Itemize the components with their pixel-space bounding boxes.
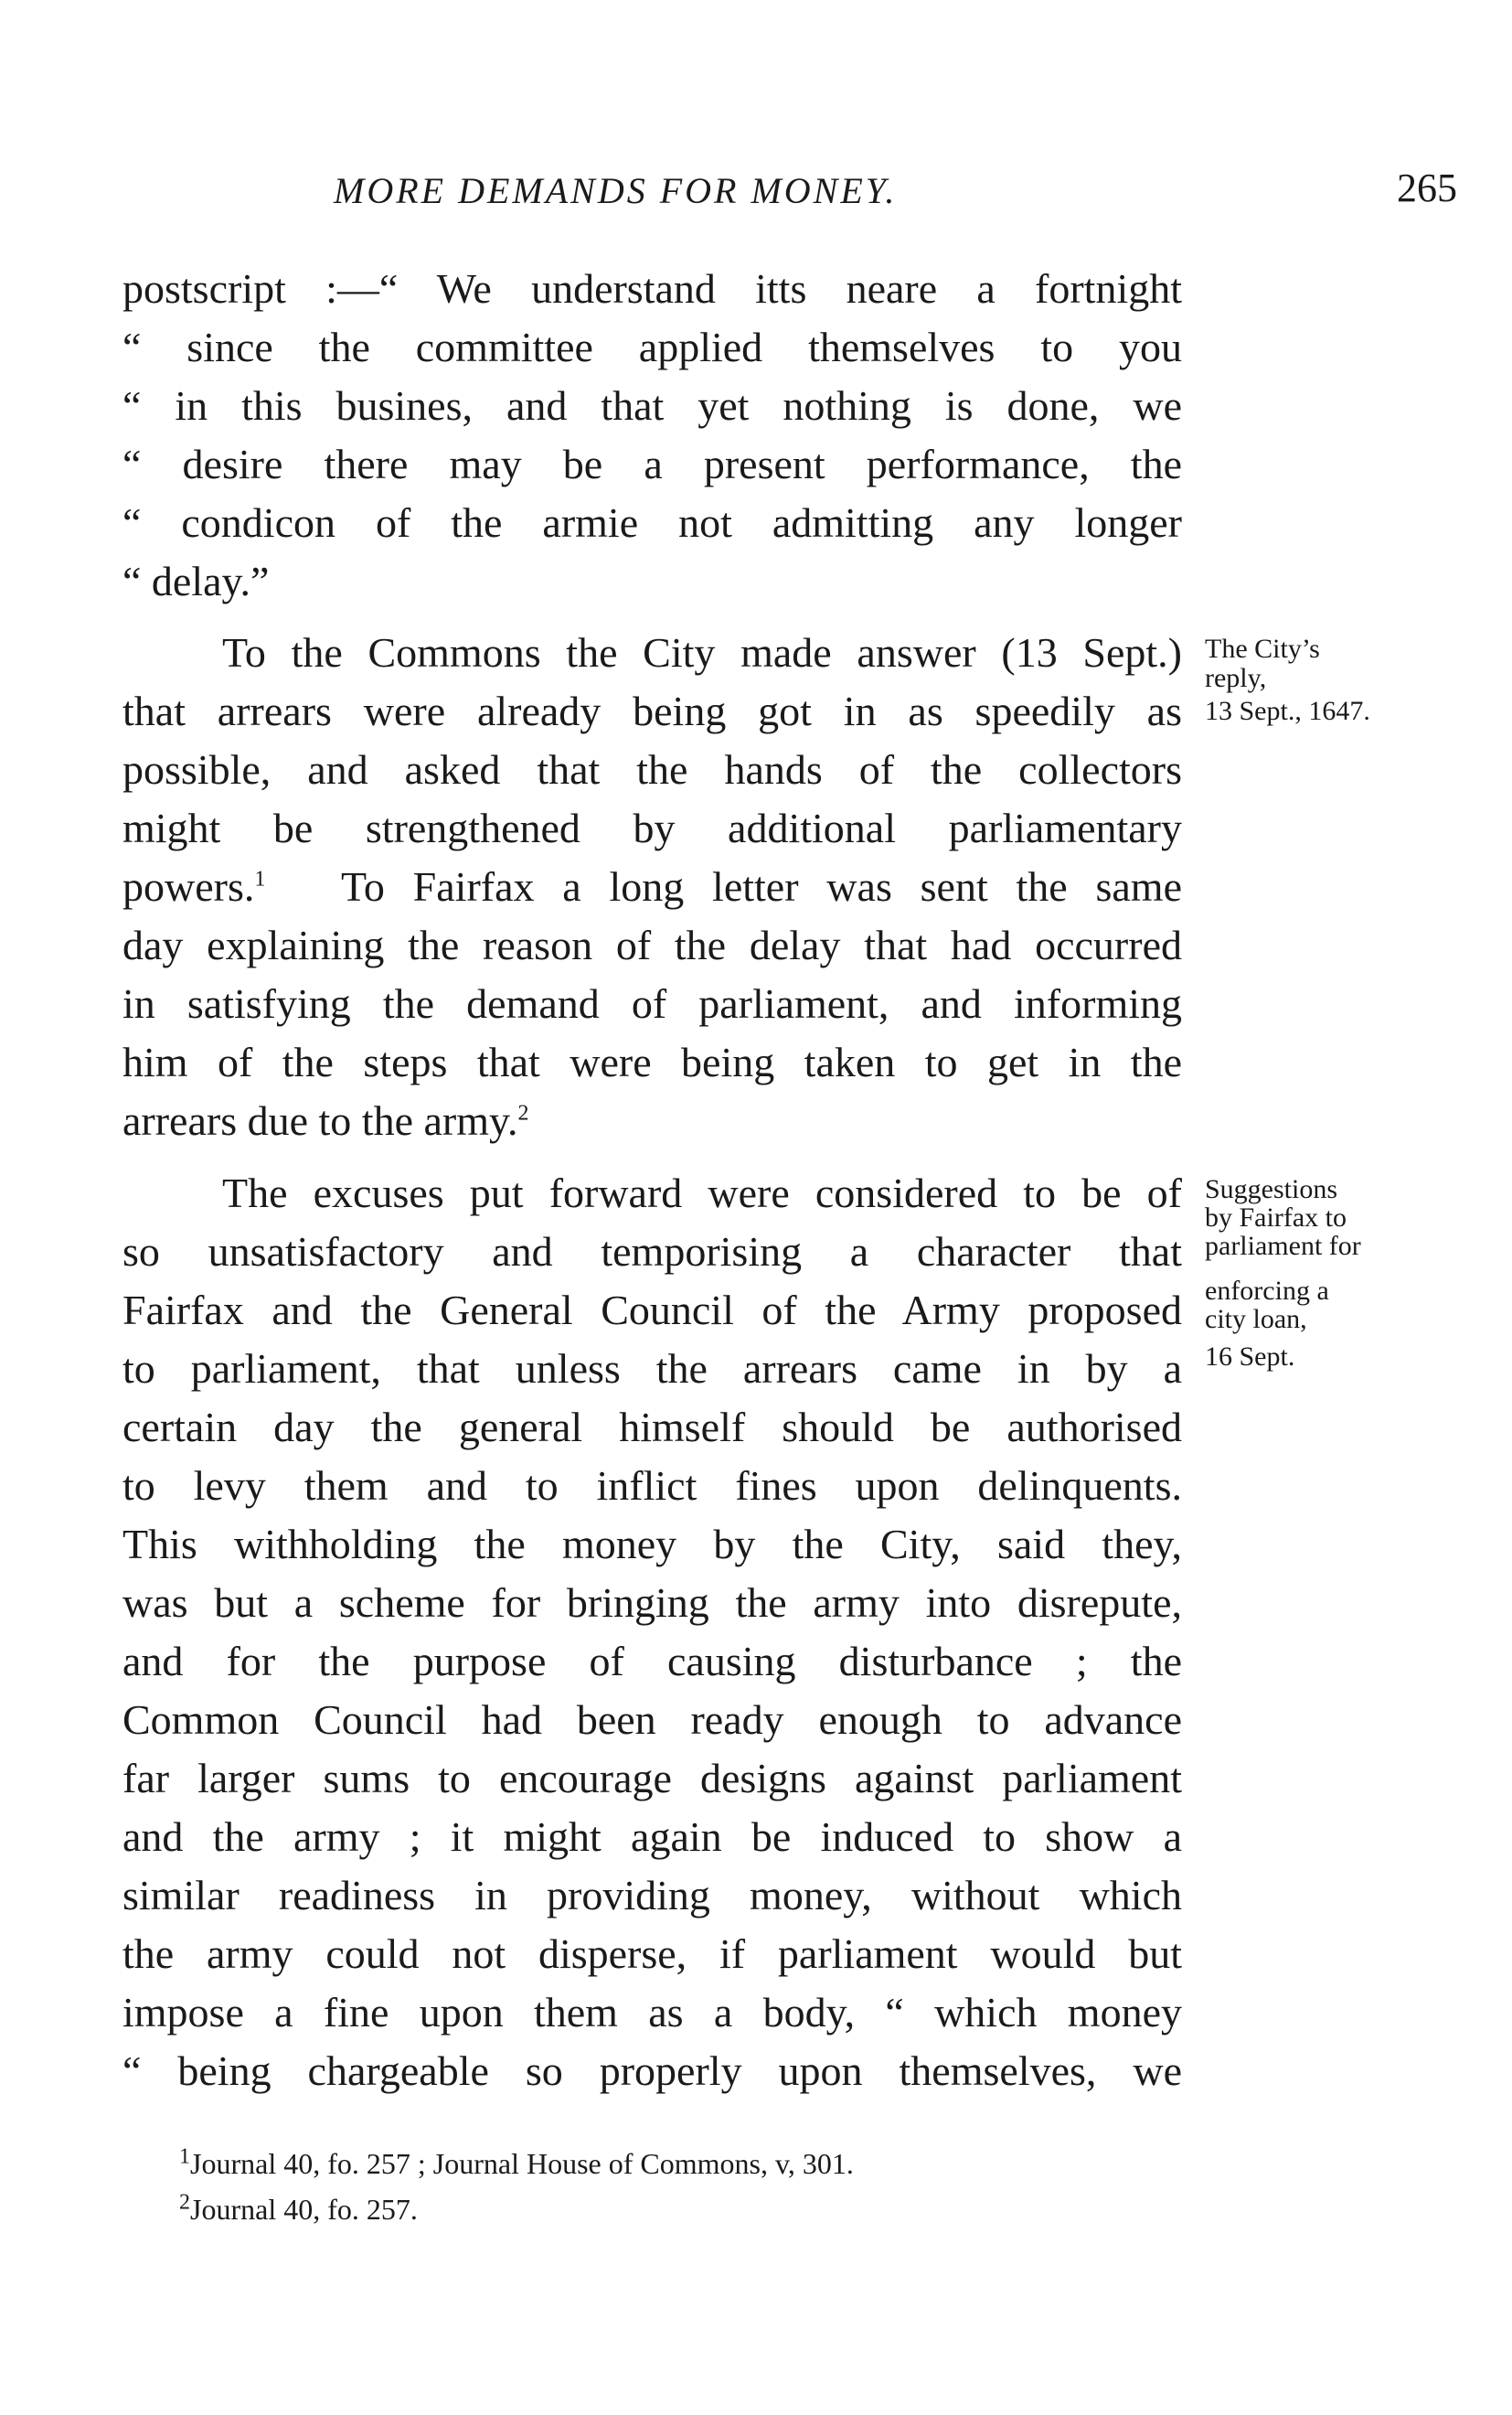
margin-note-line: 16 Sept. [1205,1341,1295,1372]
text-line: Common Council had been ready enough to advance [122,1696,1182,1743]
text-line: To the Commons the City made answer (13 Sept.) [222,629,1182,676]
footnote-ref-1: 1 [254,867,266,892]
text-line: him of the steps that were being taken to get in the [122,1039,1182,1085]
text-line: in satisfying the demand of parliament, and informing [122,980,1182,1027]
text-line: The excuses put forward were considered to be of [222,1170,1182,1216]
text-line: “ delay.” [122,558,270,604]
margin-note-line: by Fairfax to [1205,1202,1347,1233]
text-line: “ condicon of the armie not admitting any longer [122,499,1182,546]
margin-note-line: 13 Sept., 1647. [1205,696,1370,726]
powers-word: powers. [122,863,255,910]
text-line: similar readiness in providing money, without which [122,1872,1182,1918]
text-line: “ being chargeable so properly upon themselves, we [122,2047,1182,2094]
text-line [122,858,265,916]
footnote-ref-2: 2 [517,1101,529,1126]
footnote-mark: 2 [179,2190,190,2215]
text-line: certain day the general himself should be authorised [122,1404,1182,1450]
text-line: “ desire there may be a present performance, the [122,441,1182,487]
text-line: day explaining the reason of the delay that had occurred [122,922,1182,968]
text-line: “ in this busines, and that yet nothing is done, we [122,382,1182,429]
running-head: MORE DEMANDS FOR MONEY. [334,170,898,211]
text-line: the army could not disperse, if parliament would but [122,1930,1182,1977]
text-line: was but a scheme for bringing the army into disrepute, [122,1579,1182,1626]
text-line: possible, and asked that the hands of the collectors [122,746,1182,793]
text-line: might be strengthened by additional parliamentary [122,805,1182,851]
footnote [179,2144,854,2181]
footnote [179,2190,418,2227]
text-line: so unsatisfactory and temporising a character that [122,1228,1182,1275]
footnote-mark: 1 [179,2144,190,2169]
margin-note-line: The City’s [1205,634,1320,664]
text-line-content: arrears due to the army. [122,1097,518,1144]
margin-note-line: parliament for [1205,1231,1361,1261]
text-line: to levy them and to inflict fines upon delinquents. [122,1462,1182,1509]
text-line: postscript :—“ We understand itts neare a fortnight [122,265,1182,312]
page-number: 265 [1397,166,1457,210]
text-line: far larger sums to encourage designs against parliament [122,1755,1182,1801]
margin-note-line: enforcing a [1205,1276,1329,1306]
text-line [122,1092,529,1150]
margin-note-line: reply, [1205,663,1267,693]
margin-note-line: Suggestions [1205,1174,1338,1204]
text-line: to parliament, that unless the arrears came in by a [122,1345,1182,1392]
footnote-text: Journal 40, fo. 257. [190,2193,418,2226]
text-line: impose a fine upon them as a body, “ which money [122,1989,1182,2036]
footnote-text: Journal 40, fo. 257 ; Journal House of Commons, v, 301. [190,2147,854,2180]
text-line: Fairfax and the General Council of the Army proposed [122,1287,1182,1333]
text-line: and for the purpose of causing disturbance ; the [122,1638,1182,1684]
text-line: and the army ; it might again be induced to show a [122,1813,1182,1860]
text-line: that arrears were already being got in as speedily as [122,688,1182,734]
margin-note-line: city loan, [1205,1304,1307,1334]
text-line: “ since the committee applied themselves to you [122,324,1182,370]
text-line: This withholding the money by the City, said they, [122,1521,1182,1567]
text-line: To Fairfax a long letter was sent the same [341,863,1182,910]
